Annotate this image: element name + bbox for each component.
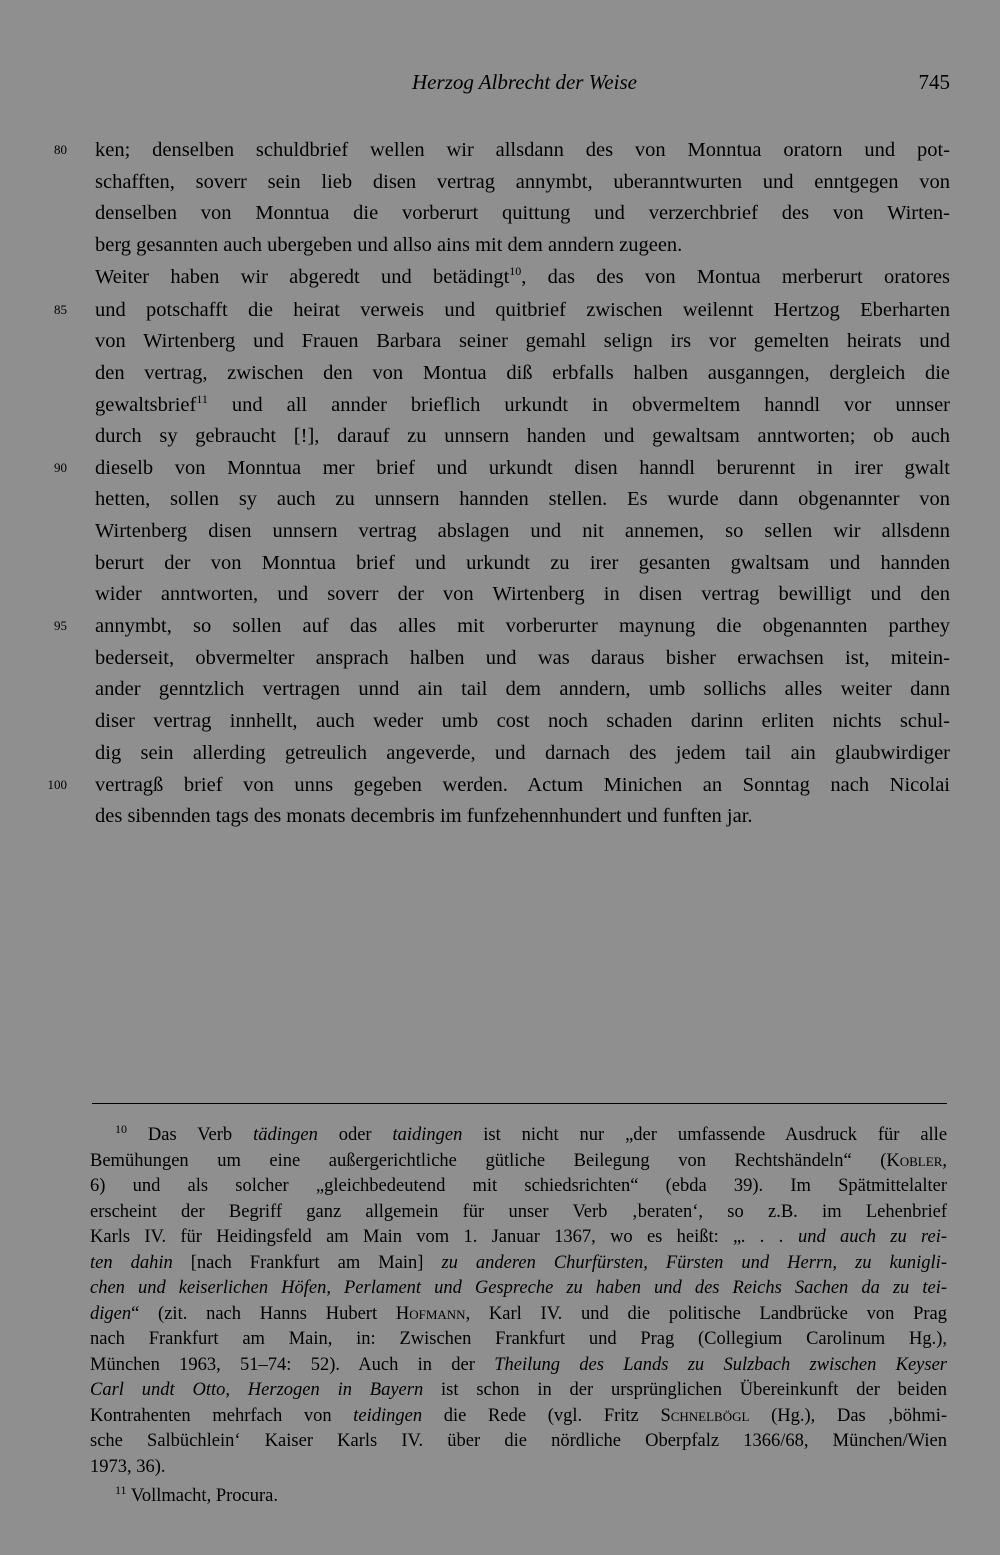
body-line: schafften, soverr sein lieb disen vertrag annymbt, uberanntwurten und enntgegen von <box>95 171 950 193</box>
body-text: gewaltsbrief <box>95 394 197 416</box>
running-title: Herzog Albrecht der Weise <box>412 70 637 94</box>
body-line: bederseit, obvermelter ansprach halben und was daraus bisher erwachsen ist, mitein- <box>95 647 950 669</box>
body-line: dieselb von Monntua mer brief und urkundt disen hanndl berurennt in irer gwalt <box>95 457 950 479</box>
body-line: des sibennden tags des monats decembris im funfzehennhundert und funften jar. <box>95 805 753 827</box>
footnote-separator <box>92 1103 947 1104</box>
footnote-ref: 11 <box>196 392 208 407</box>
line-number: 100 <box>47 777 67 792</box>
footnote-line: 1973, 36). <box>90 1457 166 1477</box>
body-line: von Wirtenberg und Frauen Barbara seiner gemahl selign irs vor gemelten heirats und <box>95 330 950 352</box>
body-line: denselben von Monntua die vorberurt quittung und verzerchbrief des von Wirten- <box>95 202 950 224</box>
footnote-line: $^{10}$ Das Verb tädingen oder taidingen ist nicht nur „der umfassende Ausdruck für alle <box>115 1121 948 1145</box>
footnote-line: Bemühungen um eine außergerichtliche gütliche Beilegung von Rechtshändeln“ (Kobler, <box>90 1151 947 1171</box>
body-line: ken; denselben schuldbrief wellen wir allsdann des von Monntua oratorn und pot- <box>95 139 950 161</box>
footnote-line: München 1963, 51–74: 52). Auch in der Theilung des Lands zu Sulzbach zwischen Keyser <box>90 1355 947 1375</box>
body-line: wider anntworten, und soverr der von Wirtenberg in disen vertrag bewilligt und den <box>95 583 950 605</box>
body-line: Wirtenberg disen unnsern vertrag abslagen und nit annemen, so sellen wir allsdenn <box>95 520 950 542</box>
body-text: und all annder brieflich urkundt in obvermeltem hanndl vor unnser <box>207 394 950 416</box>
line-number: 85 <box>54 302 67 317</box>
footnote-line: 6) und als solcher „gleichbedeutend mit schiedsrichten“ (ebda 39). Im Spätmittelalter <box>90 1176 947 1196</box>
footnote-ref: 10 <box>509 264 522 279</box>
footnote-line: erscheint der Begriff ganz allgemein für unser Verb ‚beraten‘, so z.B. im Lehenbrief <box>90 1202 947 1222</box>
body-line <box>95 390 950 420</box>
body-line: hetten, sollen sy auch zu unnsern hannden stellen. Es wurde dann obgenannter von <box>95 488 950 510</box>
footnote-marker: 11 <box>115 1482 127 1497</box>
body-line: vertragß brief von unns gegeben werden. Actum Minichen an Sonntag nach Nicolai <box>95 774 950 796</box>
body-line: berurt der von Monntua brief und urkundt zu irer gesanten gwaltsam und hannden <box>95 552 950 574</box>
body-line: dig sein allerding getreulich angeverde, und darnach des jedem tail ain glaubwirdiger <box>95 742 950 764</box>
footnote-line: sche Salbüchlein‘ Kaiser Karls IV. über die nördliche Oberpfalz 1366/68, München/Wien <box>90 1431 947 1451</box>
footnote-marker: 10 <box>115 1121 127 1136</box>
footnote-line: Carl undt Otto, Herzogen in Bayern ist schon in der ursprünglichen Übereinkunft der beiden <box>90 1380 947 1400</box>
line-number: 90 <box>54 460 67 475</box>
body-text: Weiter haben wir abgeredt und betädingt <box>95 266 510 288</box>
body-line <box>95 262 950 292</box>
line-number: 95 <box>54 618 67 633</box>
line-number: 80 <box>54 142 67 157</box>
footnote-line: nach Frankfurt am Main, in: Zwischen Frankfurt und Prag (Collegium Carolinum Hg.), <box>90 1329 947 1349</box>
body-line: und potschafft die heirat verweis und quitbrief zwischen weilennt Hertzog Eberharten <box>95 299 950 321</box>
footnote-line: Kontrahenten mehrfach von teidingen die Rede (vgl. Fritz Schnelbögl (Hg.), Das ‚böhmi- <box>90 1406 948 1426</box>
body-line: diser vertrag innhellt, auch weder umb cost noch schaden darinn erliten nichts schul- <box>95 710 950 732</box>
footnote-line: $^{11}$ Vollmacht, Procura. <box>115 1482 278 1506</box>
body-text: , das des von Montua merberurt oratores <box>521 266 950 288</box>
footnote-line: ten dahin [nach Frankfurt am Main] zu anderen Churfürsten, Fürsten und Herrn, zu kunigli- <box>90 1253 947 1273</box>
body-line: ander genntzlich vertragen unnd ain tail dem anndern, umb sollichs alles weiter dann <box>95 678 950 700</box>
body-line: den vertrag, zwischen den von Montua diß erbfalls halben ausganngen, dergleich die <box>95 362 950 384</box>
footnote-line: Karls IV. für Heidingsfeld am Main vom 1. Januar 1367, wo es heißt: „. . . und auch zu rei- <box>90 1227 948 1247</box>
body-line: durch sy gebraucht [!], darauf zu unnsern handen und gewaltsam anntworten; ob auch <box>95 425 950 447</box>
running-head <box>0 70 1000 100</box>
footnote-line: digen“ (zit. nach Hanns Hubert Hofmann, Karl IV. und die politische Landbrücke von Prag <box>90 1304 948 1324</box>
body-line: annymbt, so sollen auf das alles mit vorberurter maynung die obgenannten parthey <box>95 615 950 637</box>
page-number: 745 <box>918 70 950 94</box>
body-line: berg gesannten auch ubergeben und allso ains mit dem anndern zugeen. <box>95 234 683 256</box>
footnote-line: chen und keiserlichen Höfen, Perlament und Gespreche zu haben und des Reichs Sachen da zu tei- <box>90 1278 947 1298</box>
